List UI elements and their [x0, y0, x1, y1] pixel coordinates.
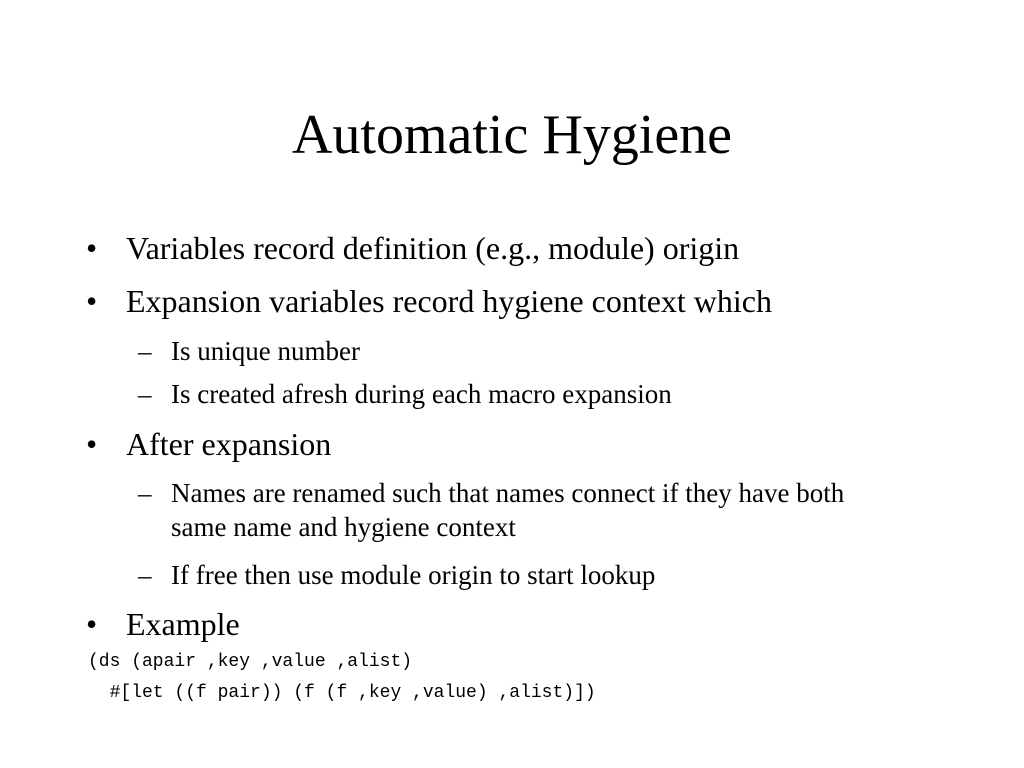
sub-bullet-text: If free then use module origin to start lookup	[171, 560, 656, 590]
bullet-text: After expansion	[126, 426, 332, 462]
code-line: (ds (apair ,key ,value ,alist)	[88, 652, 413, 672]
bullet-glyph: •	[86, 606, 98, 642]
dash-glyph: –	[138, 336, 152, 366]
dash-glyph: –	[138, 478, 152, 508]
bullet-text: Expansion variables record hygiene context which	[126, 283, 772, 319]
bullet-glyph: •	[86, 283, 98, 319]
slide-title: Automatic Hygiene	[291, 104, 733, 166]
bullet-glyph: •	[86, 230, 98, 266]
sub-bullet-text: Is created afresh during each macro expansion	[171, 379, 672, 409]
code-line: #[let ((f pair)) (f (f ,key ,value) ,alist)])	[88, 683, 596, 703]
bullet-text: Example	[126, 606, 240, 642]
dash-glyph: –	[138, 560, 152, 590]
sub-bullet-text: Names are renamed such that names connect if they have both same name and hygiene context	[171, 478, 845, 542]
sub-bullet-text: Is unique number	[171, 336, 360, 366]
bullet-glyph: •	[86, 426, 98, 462]
dash-glyph: –	[138, 379, 152, 409]
bullet-text: Variables record definition (e.g., module) origin	[126, 230, 740, 266]
